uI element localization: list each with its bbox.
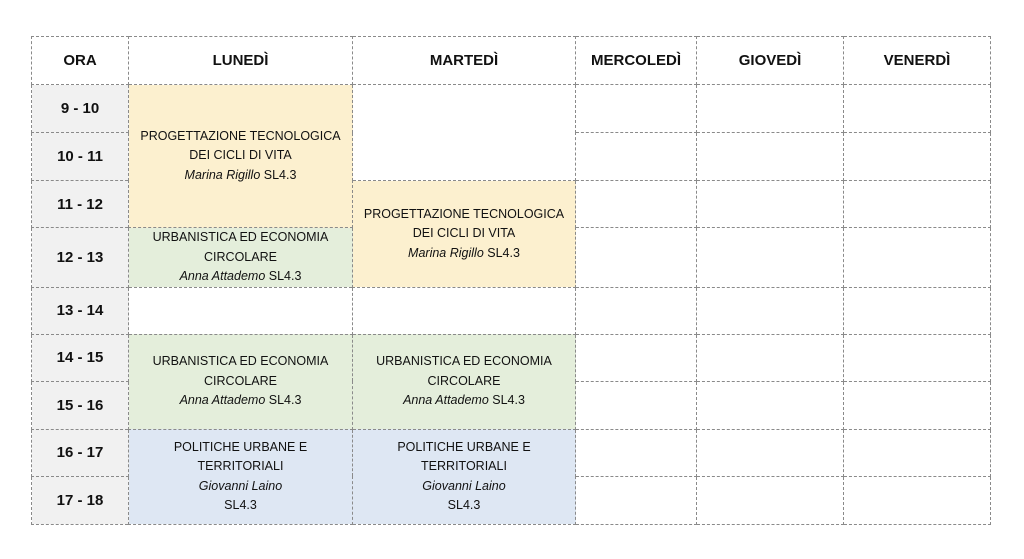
- timetable: [31, 36, 991, 525]
- empty-cell: [697, 85, 844, 133]
- empty-cell: [697, 228, 844, 288]
- empty-cell: [697, 429, 844, 476]
- lesson-room: SL4.3: [268, 393, 302, 408]
- hour-cell: 13 - 14: [32, 287, 129, 334]
- empty-cell: [576, 334, 697, 381]
- lesson-mon-put: [129, 429, 353, 524]
- lesson-room: SL4.3: [263, 167, 297, 182]
- lesson-mon-uec-1: [129, 228, 353, 288]
- hour-cell: 10 - 11: [32, 133, 129, 181]
- hour-cell: 17 - 18: [32, 476, 129, 524]
- lesson-room: SL4.3: [492, 393, 525, 408]
- lesson-subject: URBANISTICA ED ECONOMIA CIRCOLARE: [376, 354, 552, 388]
- header-wednesday: MERCOLEDÌ: [576, 37, 697, 85]
- empty-cell: [697, 334, 844, 381]
- table-row: [32, 334, 991, 381]
- header-tuesday: MARTEDÌ: [353, 37, 576, 85]
- lesson-subject: PROGETTAZIONE TECNOLOGICA DEI CICLI DI VITA: [363, 206, 565, 240]
- header-friday: VENERDÌ: [844, 37, 991, 85]
- empty-cell: [844, 476, 991, 524]
- lesson-subject: URBANISTICA ED ECONOMIA CIRCOLARE: [152, 354, 329, 388]
- empty-cell: [844, 228, 991, 288]
- empty-cell: [844, 133, 991, 181]
- empty-cell: [844, 85, 991, 133]
- header-row: [32, 37, 991, 85]
- lesson-subject: PROGETTAZIONE TECNOLOGICA DEI CICLI DI VITA: [140, 128, 341, 163]
- empty-cell: [844, 334, 991, 381]
- empty-cell: [576, 429, 697, 476]
- empty-cell: [576, 181, 697, 228]
- empty-cell: [697, 287, 844, 334]
- empty-cell: [353, 85, 576, 181]
- lesson-teacher: Anna Attademo: [403, 393, 489, 408]
- empty-cell: [844, 429, 991, 476]
- lesson-teacher: Marina Rigillo: [184, 167, 261, 182]
- empty-cell: [697, 181, 844, 228]
- empty-cell: [697, 133, 844, 181]
- lesson-mon-uec-2: [129, 334, 353, 429]
- empty-cell: [576, 287, 697, 334]
- lesson-teacher: Marina Rigillo: [408, 245, 484, 260]
- header-ora: ORA: [32, 37, 129, 85]
- empty-cell: [353, 287, 576, 334]
- hour-cell: 15 - 16: [32, 381, 129, 429]
- table-row: [32, 287, 991, 334]
- lesson-teacher: Giovanni Laino: [422, 478, 506, 493]
- lesson-tue-ptcv: [353, 181, 576, 288]
- lesson-subject: URBANISTICA ED ECONOMIA CIRCOLARE: [152, 230, 329, 264]
- lesson-teacher: Giovanni Laino: [198, 478, 283, 493]
- empty-cell: [576, 85, 697, 133]
- lesson-teacher: Anna Attademo: [179, 269, 266, 283]
- table-row: [32, 429, 991, 476]
- lesson-tue-uec: [353, 334, 576, 429]
- lesson-subject: POLITICHE URBANE E TERRITORIALI: [397, 439, 531, 473]
- lesson-teacher: Anna Attademo: [179, 393, 266, 408]
- lesson-room: SL4.3: [487, 245, 520, 260]
- lesson-subject: POLITICHE URBANE E TERRITORIALI: [173, 439, 308, 473]
- hour-cell: 16 - 17: [32, 429, 129, 476]
- hour-cell: 14 - 15: [32, 334, 129, 381]
- empty-cell: [844, 181, 991, 228]
- empty-cell: [697, 476, 844, 524]
- hour-cell: 12 - 13: [32, 228, 129, 288]
- empty-cell: [844, 381, 991, 429]
- empty-cell: [129, 287, 353, 334]
- empty-cell: [576, 133, 697, 181]
- lesson-room: SL4.3: [224, 498, 257, 512]
- header-monday: LUNEDÌ: [129, 37, 353, 85]
- hour-cell: 9 - 10: [32, 85, 129, 133]
- lesson-room: SL4.3: [447, 498, 481, 512]
- empty-cell: [576, 381, 697, 429]
- lesson-mon-ptcv: [129, 85, 353, 228]
- table-row: [32, 85, 991, 133]
- hour-cell: 11 - 12: [32, 181, 129, 228]
- lesson-tue-put: [353, 429, 576, 524]
- lesson-room: SL4.3: [268, 269, 302, 283]
- empty-cell: [576, 476, 697, 524]
- header-thursday: GIOVEDÌ: [697, 37, 844, 85]
- empty-cell: [844, 287, 991, 334]
- empty-cell: [576, 228, 697, 288]
- empty-cell: [697, 381, 844, 429]
